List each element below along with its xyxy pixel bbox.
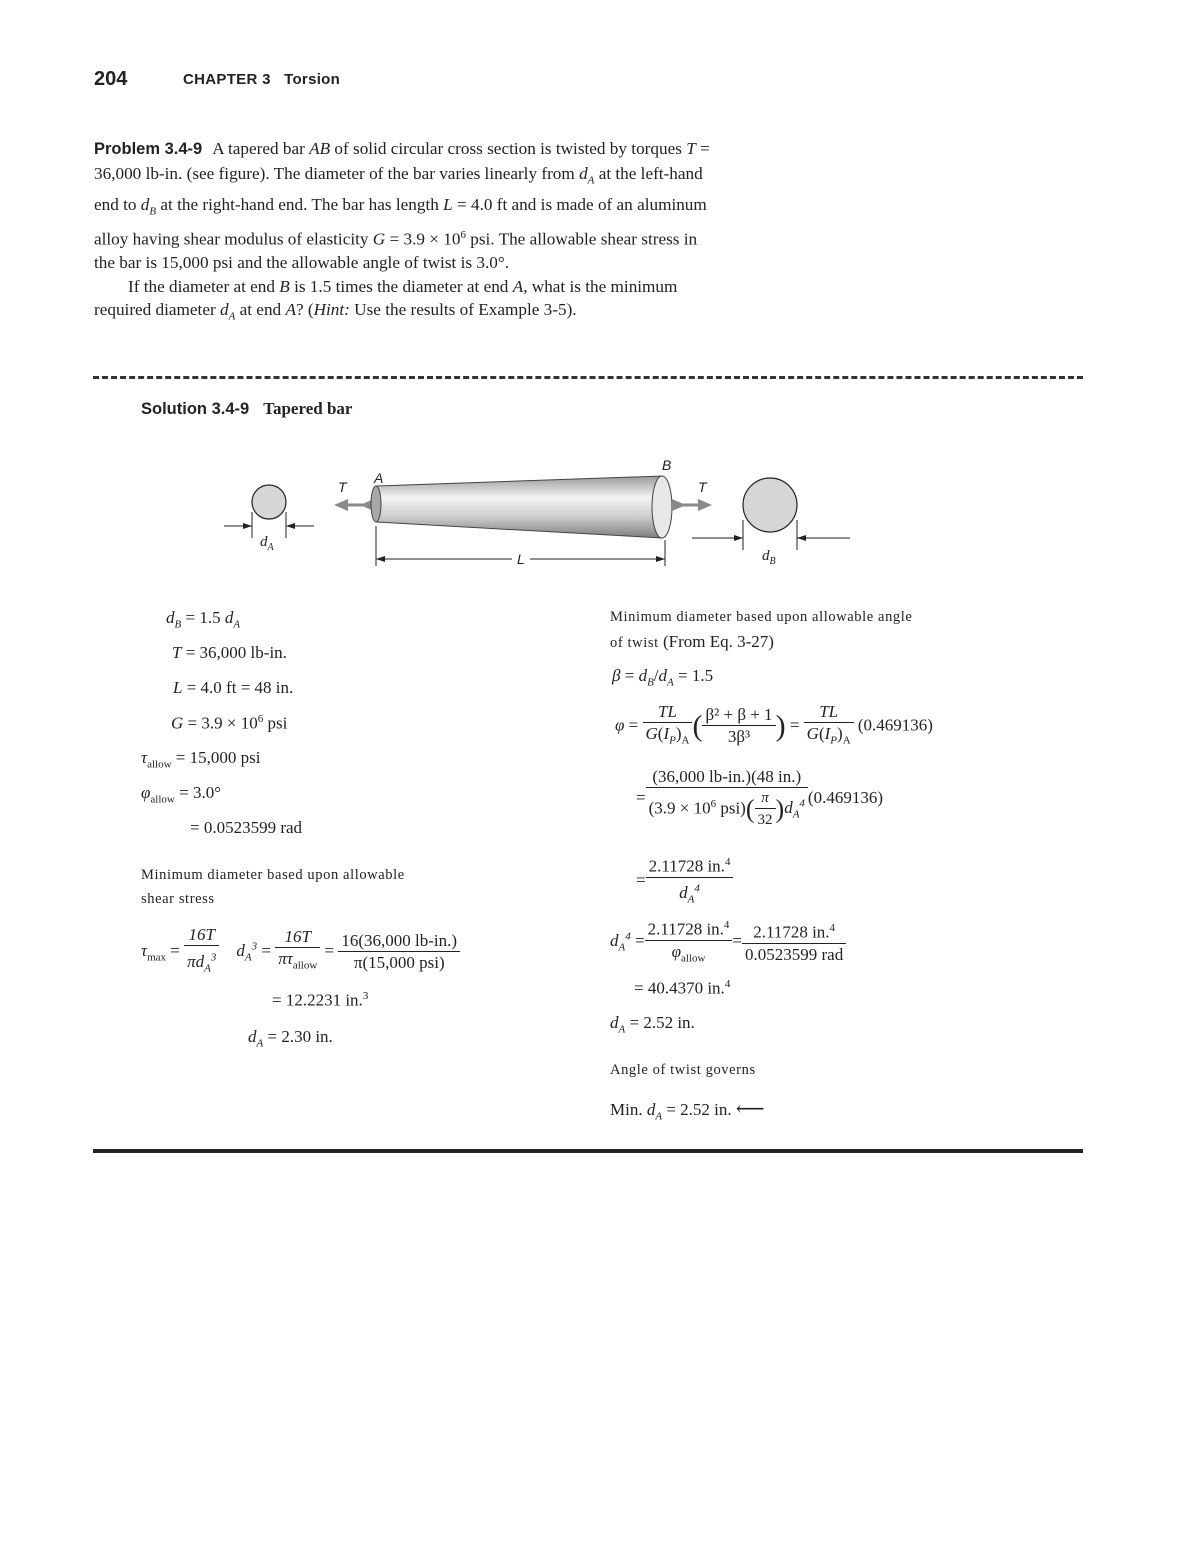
label-A: A xyxy=(374,470,384,486)
dA4-result: = 40.4370 in.$^4$ xyxy=(634,978,731,998)
result-dA3: = 12.2231 in.$^3$ xyxy=(272,990,369,1010)
torque-arrow-right-head-2 xyxy=(672,499,686,511)
frac-TL-GIp-2: $\frac{TL}{G(I_P)_A}$ xyxy=(804,702,854,751)
bar-end-a xyxy=(371,486,381,522)
phi-equation: φ = $\frac{TL}{G(I_P)_A}$ ( $\frac{\text{β² + β + 1}}{\text{3β³}}$ ) = $\frac{TL}{G(I_P)_A}$ (0.469136) xyxy=(615,702,933,751)
dim-b-right-head xyxy=(797,535,806,541)
solution-heading xyxy=(141,399,352,419)
dim-b-left-head xyxy=(734,535,743,541)
dim-L-left-head xyxy=(376,556,385,562)
tapered-bar-figure xyxy=(210,450,870,580)
frac-16T-pi-tau: $\frac{16T}{\pi\tau_{allow}}$ xyxy=(275,927,320,976)
solution-name: Tapered bar xyxy=(263,399,353,418)
label-L: L xyxy=(517,551,525,567)
dim-a-left-head xyxy=(243,523,252,529)
section-divider xyxy=(93,376,1083,379)
page-number: 204 xyxy=(94,68,128,90)
frac-dA4-2: $\frac{2.11728 in.^4}{\text{0.0523599 rad}}$ xyxy=(742,918,846,966)
given-L: L = 4.0 ft = 48 in. xyxy=(173,678,294,697)
chapter-title: Torsion xyxy=(284,71,341,88)
phi-value: = $\frac{2.11728 in.^4}{d_A^4}$ xyxy=(636,852,733,911)
dA-twist-result: $d_A = 2.52$ in. xyxy=(610,1013,695,1036)
frac-phi-value: $\frac{2.11728 in.^4}{d_A^4}$ xyxy=(646,852,734,911)
governs-heading: Angle of twist governs xyxy=(610,1062,756,1078)
chapter-number: CHAPTER 3 xyxy=(183,71,271,88)
given-dB: $d_B = 1.5$ $d_A$ xyxy=(166,608,241,631)
phi-substitution: = (36,000 lb-in.)(48 in.) ($3.9 \times 10^6$ psi)( $\frac{\pi}{32}$ )$d_A^4$ (0.469136) xyxy=(636,767,883,831)
label-dB: $d_B$ xyxy=(762,548,776,567)
tapered-bar-body xyxy=(376,476,662,538)
answer-arrow-icon: ⟵ xyxy=(735,1098,765,1120)
problem-paragraph-1: Problem 3.4-9 A tapered bar AB of solid circular cross section is twisted by torques T = 36,000 lb-in. (see figure). The diameter of the bar varies linearly from $d_A$ at the left-hand end to $d_B$ at the right-hand end. The bar has length L = 4.0 ft and is made of an aluminum alloy having shear modulus of elasticity $G = 3.9 \times 10^6$ psi. The allowable shear stress in the bar is 15,000 psi and the allowable angle of twist is 3.0°. xyxy=(94,139,710,272)
frac-16T-pi-d3: $\frac{16T}{\pi d_A^3}$ xyxy=(184,925,219,979)
left-section-heading-2: shear stress xyxy=(141,891,215,907)
shear-stress-equation: $\tau_{max}$ = $\frac{16T}{\pi d_A^3}$ $d_A^3$ = $\frac{16T}{\pi\tau_{allow}}$ = $\frac{16(36,000 lb-in.)}{\text{π(15,000 psi)}}$ xyxy=(141,925,460,979)
left-section-heading-1: Minimum diameter based upon allowable xyxy=(141,867,405,883)
torque-arrow-left-head xyxy=(334,499,348,511)
bottom-rule xyxy=(93,1149,1083,1153)
chapter-header xyxy=(183,71,340,88)
frac-beta: $\frac{\text{β² + β + 1}}{\text{3β³}}$ xyxy=(702,705,775,748)
problem-paragraph-2: If the diameter at end B is 1.5 times the diameter at end A, what is the minimum required diameter $d_A$ at end A? (Hint: Use the results of Example 3-5). xyxy=(94,276,678,323)
problem-label: Problem 3.4-9 xyxy=(94,140,203,158)
bar-end-b xyxy=(652,476,672,538)
frac-numeric: $\frac{16(36,000 lb-in.)}{\text{π(15,000 psi)}}$ xyxy=(338,931,460,974)
given-phi-rad: = 0.0523599 rad xyxy=(190,818,303,837)
right-section-heading-2: of twist (From Eq. 3-27) xyxy=(610,632,774,651)
final-answer: Min. $d_A = 2.52$ in. ⟵ xyxy=(610,1098,765,1123)
cross-section-b xyxy=(743,478,797,532)
frac-dA4-1: $\frac{2.11728 in.^4}{\varphi_{allow}}$ xyxy=(645,915,733,969)
cross-section-a xyxy=(252,485,286,519)
label-dA: $d_A$ xyxy=(260,534,274,553)
label-T-right: T xyxy=(698,479,707,495)
frac-TL-GIp: $\frac{TL}{G(I_P)_A}$ xyxy=(643,702,693,751)
label-B: B xyxy=(662,457,672,473)
given-phi-allow: $\varphi_{allow} = 3.0^\circ$ xyxy=(141,783,221,806)
frac-substitution: (36,000 lb-in.)(48 in.) ($3.9 \times 10^6$ psi)( $\frac{\pi}{32}$ )$d_A^4$ xyxy=(646,767,808,831)
right-section-heading-1: Minimum diameter based upon allowable angle xyxy=(610,609,913,625)
solution-label: Solution 3.4-9 xyxy=(141,400,250,418)
beta-equation: $\beta = d_B/d_A = 1.5$ xyxy=(612,666,714,689)
given-tau-allow: $\tau_{allow} = 15,000$ psi xyxy=(141,748,261,771)
label-T-left: T xyxy=(338,479,347,495)
dim-L-right-head xyxy=(656,556,665,562)
problem-statement xyxy=(94,137,714,329)
result-dA-shear: $d_A = 2.30$ in. xyxy=(248,1027,333,1050)
dA4-equation: $d_A^4$ = $\frac{2.11728 in.^4}{\varphi_{allow}}$ = $\frac{2.11728 in.^4}{\text{0.0523599 rad}}$ xyxy=(610,915,846,969)
torque-arrow-right-head xyxy=(698,499,712,511)
dim-a-right-head xyxy=(286,523,295,529)
given-T: T = 36,000 lb-in. xyxy=(172,643,287,662)
given-G: $G = 3.9 \times 10^6$ psi xyxy=(171,713,288,733)
